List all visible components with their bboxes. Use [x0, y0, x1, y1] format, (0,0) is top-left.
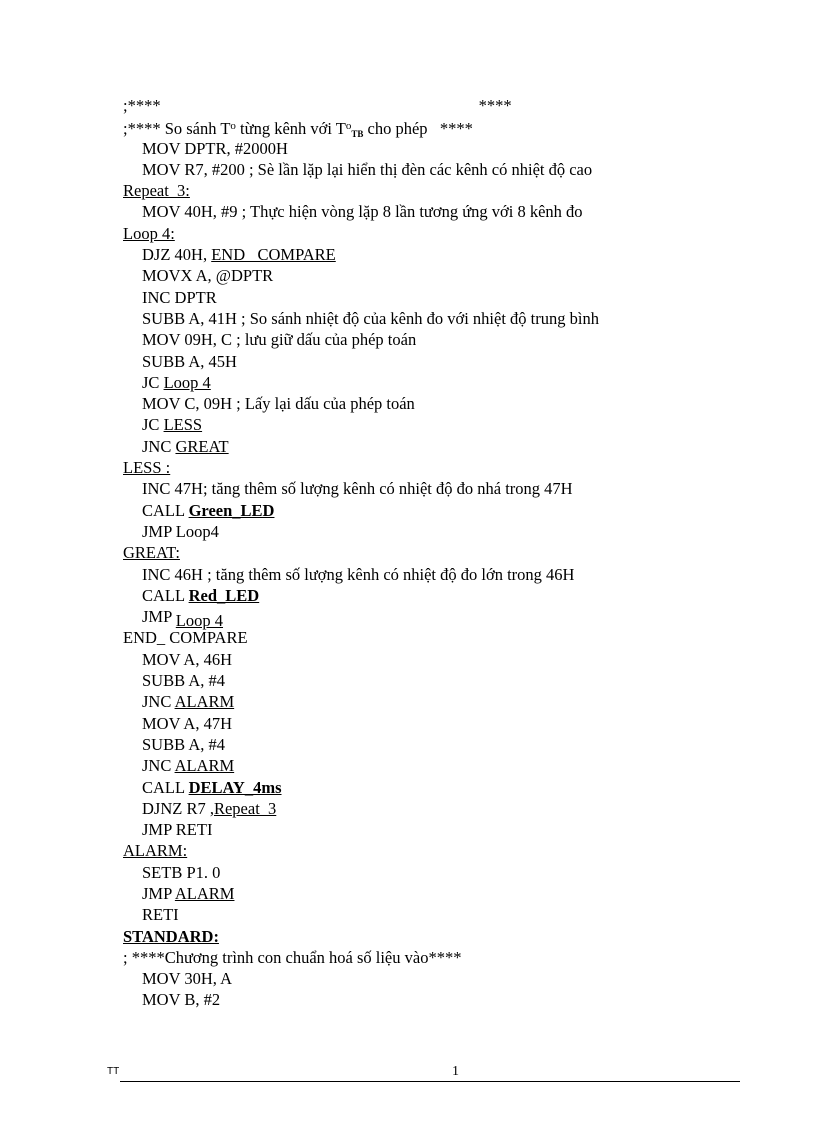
code-line: RETI — [142, 905, 179, 925]
code-line: INC 47H; tăng thêm số lượng kênh có nhiệt độ đo nhá trong 47H — [142, 479, 573, 499]
code-line: JC Loop 4 — [142, 372, 211, 392]
code-line: JNC ALARM — [142, 692, 235, 712]
comment-line: ;**** **** — [123, 96, 512, 115]
label-line: LESS : — [123, 458, 171, 478]
label-line: Loop 4: — [123, 223, 175, 243]
code-line: SETB P1. 0 — [142, 862, 221, 882]
code-line: MOV 40H, #9 ; Thực hiện vòng lặp 8 lần tương ứng với 8 kênh đo — [142, 202, 583, 222]
label-line: ALARM: — [123, 841, 188, 861]
code-line: MOV A, 46H — [142, 649, 233, 669]
code-line: JMP RETI — [142, 820, 213, 840]
code-line: INC 46H ; tăng thêm số lượng kênh có nhiệt độ đo lớn trong 46H — [142, 564, 575, 584]
code-line: JNC ALARM — [142, 756, 235, 776]
comment-line: ; ****Chương trình con chuẩn hoá số liệu vào**** — [123, 947, 462, 967]
footer-rule — [120, 1081, 740, 1082]
label-line: Repeat_3: — [123, 181, 190, 201]
code-line: MOV 09H, C ; lưu giữ dấu của phép toán — [142, 330, 417, 350]
code-line: JNC GREAT — [142, 436, 229, 456]
code-line: DJZ 40H, END_ COMPARE — [142, 245, 336, 265]
page-number: 1 — [452, 1064, 459, 1079]
code-line: JMP Loop 4 — [142, 607, 224, 631]
code-line: MOVX A, @DPTR — [142, 266, 274, 286]
code-line: MOV A, 47H — [142, 713, 233, 733]
code-line: INC DPTR — [142, 287, 217, 307]
label-line: GREAT: — [123, 543, 180, 563]
code-line: JC LESS — [142, 415, 203, 435]
label-line: END_ COMPARE — [123, 628, 248, 648]
code-line: MOV C, 09H ; Lấy lại dấu của phép toán — [142, 394, 415, 414]
code-line: MOV R7, #200 ; Sè lần lặp lại hiển thị đèn các kênh có nhiệt độ cao — [142, 159, 593, 179]
code-line: SUBB A, 41H ; So sánh nhiệt độ của kênh đo với nhiệt độ trung bình — [142, 308, 599, 328]
code-line: MOV B, #2 — [142, 990, 221, 1010]
code-line: SUBB A, 45H — [142, 351, 237, 371]
code-line: JMP ALARM — [142, 883, 235, 903]
code-line: MOV 30H, A — [142, 969, 233, 989]
code-line: CALL Green_LED — [142, 500, 275, 520]
footer-left-text: TT — [107, 1066, 120, 1077]
comment-line: ;**** So sánh $T^o$ từng kênh với $T^o_{TB}$ cho phép **** — [123, 119, 473, 140]
code-line: CALL Red_LED — [142, 585, 260, 605]
assembly-code-listing — [123, 95, 763, 1011]
code-line: JMP Loop4 — [142, 521, 219, 541]
code-line: CALL DELAY_4ms — [142, 777, 282, 797]
code-line: SUBB A, #4 — [142, 734, 225, 754]
code-line: DJNZ R7 ,Repeat_3 — [142, 798, 277, 818]
code-line: SUBB A, #4 — [142, 671, 225, 691]
label-line: STANDARD: — [123, 926, 219, 946]
code-line: MOV DPTR, #2000H — [142, 138, 288, 158]
